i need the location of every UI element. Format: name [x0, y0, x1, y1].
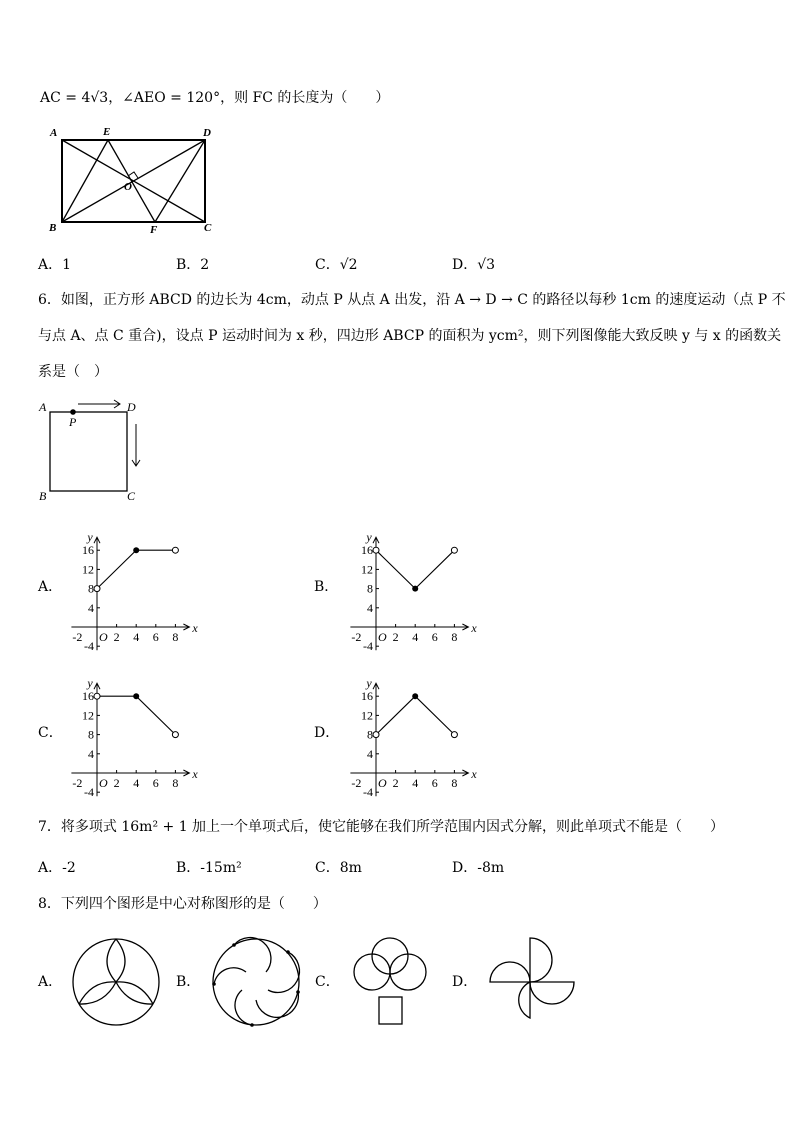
y-tick-label: -4	[363, 785, 373, 800]
y-tick-label: 16	[361, 689, 373, 704]
y-tick-label: 4	[367, 600, 373, 615]
q8-option-c: C．	[315, 974, 340, 990]
graph-d	[345, 666, 485, 800]
x-tick-label: 2	[392, 630, 399, 644]
x-tick-label: 4	[133, 776, 140, 790]
x-tick-label: 6	[431, 630, 438, 644]
x-tick-label: -2	[351, 630, 362, 644]
sq-label-P: P	[69, 415, 77, 429]
y-axis-label: y	[366, 530, 372, 545]
q6-option-b: B．	[314, 579, 339, 595]
label-E: E	[103, 126, 111, 138]
label-A: A	[50, 127, 58, 139]
q7-option-a: A．-2	[38, 860, 76, 876]
x-axis-label: x	[471, 767, 477, 781]
open-point	[373, 547, 379, 553]
q7-option-c: C．8m	[315, 860, 362, 876]
label-D: D	[203, 127, 211, 139]
open-point	[94, 586, 100, 592]
x-tick-label: -2	[72, 776, 83, 790]
label-O: O	[124, 181, 132, 193]
y-tick-label: 12	[82, 708, 94, 723]
y-axis-label: y	[87, 530, 93, 545]
x-tick-label: 2	[113, 630, 120, 644]
q6-stem-line1: 6．如图，正方形 ABCD 的边长为 4cm，动点 P 从点 A 出发，沿 A → D → C 的路径以每秒 1cm 的速度运动（点 P 不	[38, 292, 786, 308]
q8-stem: 8．下列四个图形是中心对称图形的是（ ）	[38, 896, 327, 912]
x-tick-label: 4	[412, 630, 419, 644]
x-tick-label: 4	[412, 776, 419, 790]
q8-figure-a	[66, 934, 166, 1034]
origin-label: O	[378, 630, 387, 644]
x-tick-label: 2	[392, 776, 399, 790]
x-tick-label: 6	[431, 776, 438, 790]
sq-label-A: A	[39, 400, 47, 414]
q7-stem: 7．将多项式 16m² + 1 加上一个单项式后，使它能够在我们所学范围内因式分解，则此单项式不能是（ ）	[38, 819, 725, 835]
y-tick-label: 16	[82, 689, 94, 704]
graph-a	[66, 520, 206, 654]
y-axis-label: y	[87, 676, 93, 691]
closed-point	[133, 547, 139, 553]
y-tick-label: 12	[361, 562, 373, 577]
open-point	[172, 547, 178, 553]
y-tick-label: 12	[361, 708, 373, 723]
y-tick-label: 8	[88, 727, 94, 742]
x-axis-label: x	[192, 621, 198, 635]
x-axis-label: x	[192, 767, 198, 781]
sq-label-C: C	[127, 489, 136, 503]
open-point	[451, 547, 457, 553]
y-tick-label: -4	[84, 639, 94, 654]
y-tick-label: 4	[88, 600, 94, 615]
x-tick-label: 4	[133, 630, 140, 644]
x-tick-label: 8	[172, 630, 179, 644]
label-B: B	[49, 222, 57, 234]
q5-option-a: A．1	[38, 257, 72, 273]
open-point	[373, 732, 379, 738]
sq-label-B: B	[39, 489, 47, 503]
x-axis-label: x	[471, 621, 477, 635]
q8-figure-c	[345, 934, 445, 1034]
closed-point	[133, 693, 139, 699]
sq-label-D: D	[127, 400, 136, 414]
q8-option-b: B．	[176, 974, 201, 990]
origin-label: O	[99, 630, 108, 644]
label-C: C	[204, 222, 212, 234]
x-tick-label: 8	[451, 776, 458, 790]
q6-option-a: A．	[38, 579, 63, 595]
q6-option-d: D．	[314, 725, 340, 741]
q6-square-figure	[36, 396, 156, 506]
q8-option-d: D．	[452, 974, 478, 990]
y-tick-label: -4	[363, 639, 373, 654]
y-axis-label: y	[366, 676, 372, 691]
y-tick-label: 12	[82, 562, 94, 577]
q6-option-c: C．	[38, 725, 63, 741]
q5-option-b: B．2	[176, 257, 210, 273]
x-tick-label: 6	[152, 630, 159, 644]
q6-stem-line3: 系是（ ）	[38, 364, 108, 380]
y-tick-label: 16	[82, 543, 94, 558]
open-point	[94, 693, 100, 699]
x-tick-label: 2	[113, 776, 120, 790]
y-tick-label: 4	[367, 746, 373, 761]
q8-figure-b	[206, 934, 306, 1034]
q8-option-a: A．	[38, 974, 63, 990]
x-tick-label: 8	[172, 776, 179, 790]
x-tick-label: -2	[72, 630, 83, 644]
q5-option-d: D．√3	[452, 257, 496, 273]
graph-c	[66, 666, 206, 800]
open-point	[451, 732, 457, 738]
origin-label: O	[99, 776, 108, 790]
graph-b	[345, 520, 485, 654]
x-tick-label: -2	[351, 776, 362, 790]
series-line	[376, 550, 454, 588]
q5-rectangle-figure	[46, 125, 246, 235]
x-tick-label: 6	[152, 776, 159, 790]
y-tick-label: 8	[367, 727, 373, 742]
q7-option-b: B．-15m²	[176, 860, 242, 876]
closed-point	[412, 693, 418, 699]
closed-point	[412, 586, 418, 592]
q8-figure-d	[486, 934, 586, 1034]
q5-option-c: C．√2	[315, 257, 358, 273]
y-tick-label: 4	[88, 746, 94, 761]
x-tick-label: 8	[451, 630, 458, 644]
q5-stem: AC = 4√3，∠AEO = 120°，则 FC 的长度为（ ）	[40, 90, 390, 106]
series-line	[97, 696, 175, 734]
label-F: F	[150, 224, 158, 236]
y-tick-label: 8	[367, 581, 373, 596]
y-tick-label: 8	[88, 581, 94, 596]
q6-stem-line2: 与点 A、点 C 重合)，设点 P 运动时间为 x 秒，四边形 ABCP 的面积为 ycm²，则下列图像能大致反映 y 与 x 的函数关	[38, 328, 782, 344]
q7-option-d: D．-8m	[452, 860, 505, 876]
series-line	[97, 550, 175, 588]
open-point	[172, 732, 178, 738]
origin-label: O	[378, 776, 387, 790]
series-line	[376, 696, 454, 734]
y-tick-label: -4	[84, 785, 94, 800]
y-tick-label: 16	[361, 543, 373, 558]
